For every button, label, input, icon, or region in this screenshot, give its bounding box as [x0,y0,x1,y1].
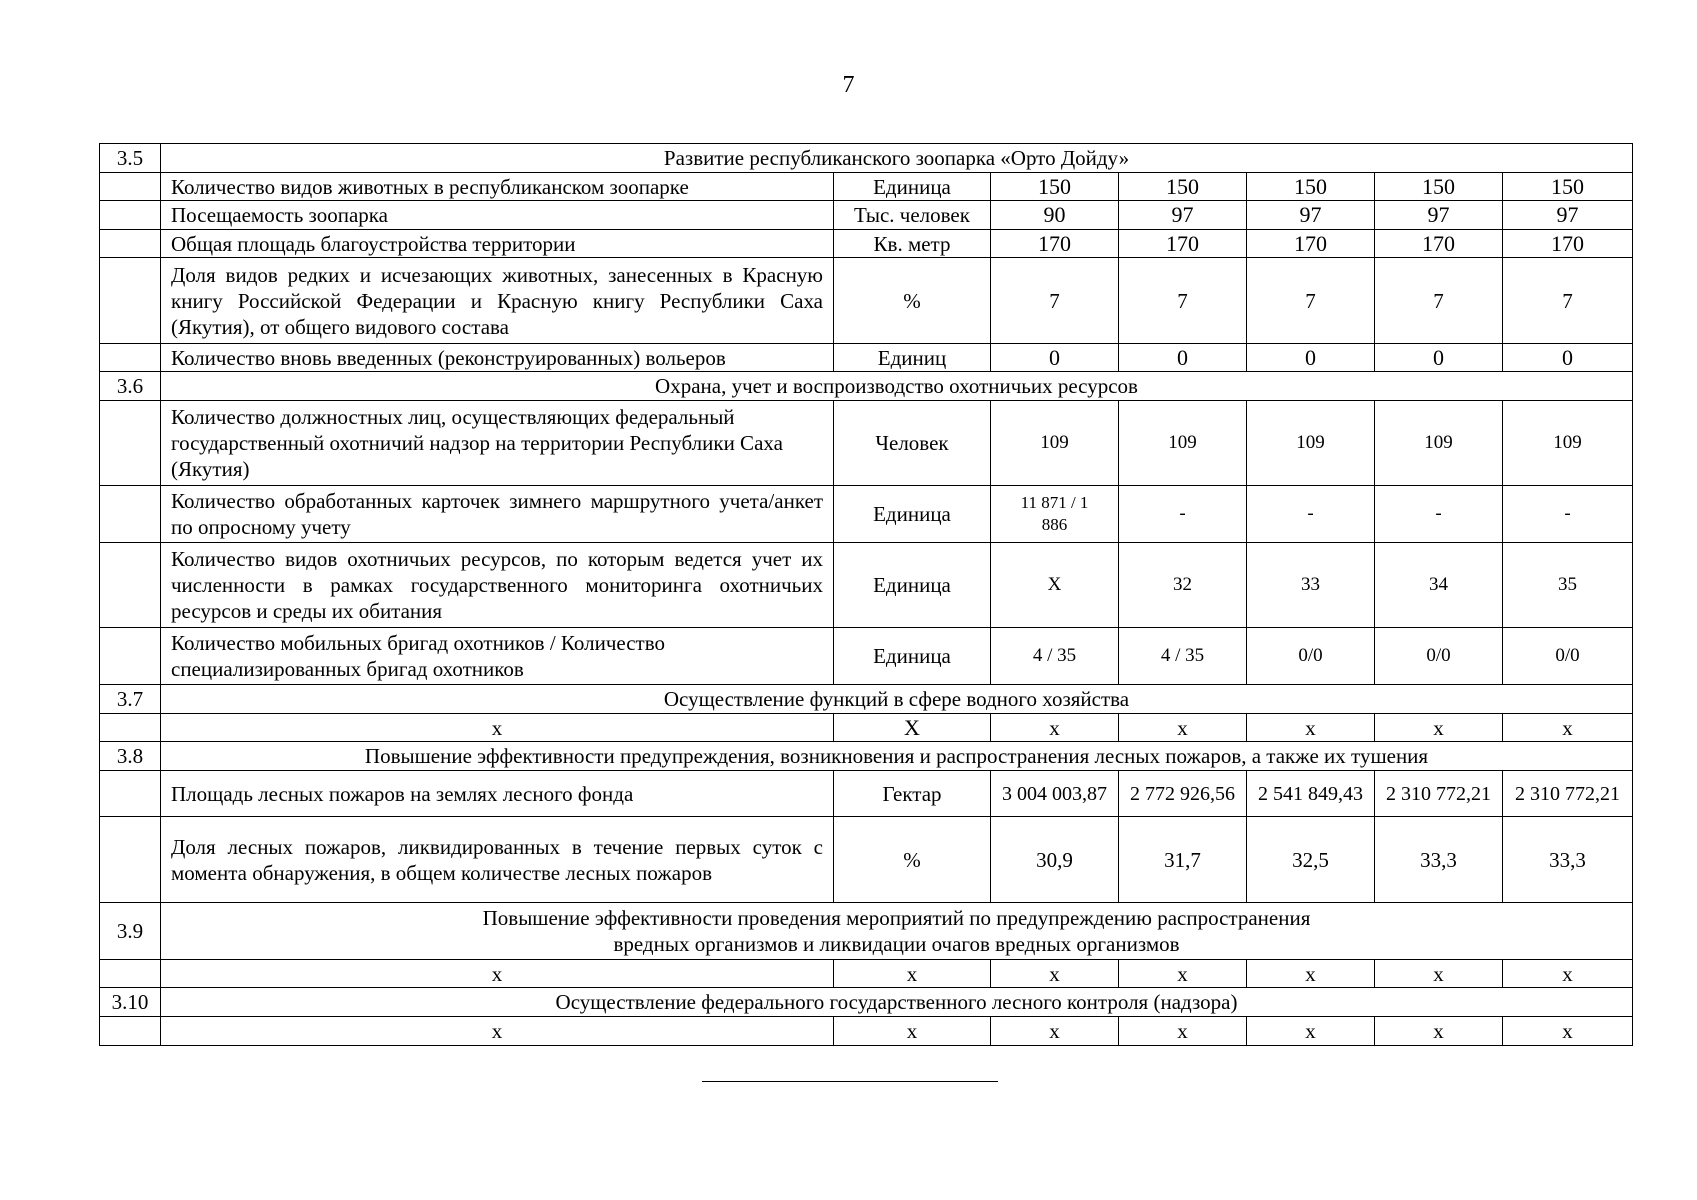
value-cell: 7 [1503,258,1633,344]
table-row [100,543,1633,628]
end-of-document-line [702,1081,998,1082]
section-title: Осуществление функций в сфере водного хозяйства [161,685,1633,714]
value-cell: 97 [1503,201,1633,230]
table-row [100,1017,1633,1046]
value-cell: 150 [1503,173,1633,201]
indicator-name: х [161,1017,834,1046]
value-cell: 90 [991,201,1119,230]
value-cell: 2 541 849,43 [1247,771,1375,817]
value-cell: 7 [1375,258,1503,344]
value-cell: 170 [1375,230,1503,258]
section-title: Осуществление федерального государственного лесного контроля (надзора) [161,988,1633,1017]
value-cell: 2 310 772,21 [1503,771,1633,817]
unit-cell: х [834,1017,991,1046]
value-cell: 0/0 [1247,628,1375,685]
section-title: Охрана, учет и воспроизводство охотничьих ресурсов [161,372,1633,401]
value-cell: Х [991,543,1119,628]
section-title: Повышение эффективности предупреждения, возникновения и распространения лесных пожаров, а также их тушения [161,742,1633,771]
value-cell: 2 772 926,56 [1119,771,1247,817]
value-cell: 150 [1119,173,1247,201]
indicator-name: Количество видов животных в республиканском зоопарке [161,173,834,201]
section-number: 3.8 [100,742,161,771]
table-row [100,230,1633,258]
section-title [161,903,1633,960]
row-number-cell [100,771,161,817]
indicator-name: Общая площадь благоустройства территории [161,230,834,258]
value-cell: 33,3 [1375,817,1503,903]
value-cell: - [1247,486,1375,543]
value-cell: - [1119,486,1247,543]
value-cell: 97 [1119,201,1247,230]
value-cell: х [1503,714,1633,742]
table-row [100,628,1633,685]
unit-cell: Х [834,714,991,742]
row-number-cell [100,486,161,543]
value-cell: 109 [1375,401,1503,486]
value-cell: х [1247,714,1375,742]
unit-cell: % [834,258,991,344]
table-row [100,486,1633,543]
value-cell: 170 [991,230,1119,258]
value-cell: 170 [1247,230,1375,258]
indicator-name: Количество вновь введенных (реконструированных) вольеров [161,344,834,372]
table-row [100,771,1633,817]
page-number: 7 [842,72,855,98]
value-cell: 4 / 35 [1119,628,1247,685]
value-cell: 32,5 [1247,817,1375,903]
value-cell: х [1119,714,1247,742]
value-cell: 0 [991,344,1119,372]
value-cell: 150 [1247,173,1375,201]
indicator-name: Посещаемость зоопарка [161,201,834,230]
row-number-cell [100,628,161,685]
value-cell: 170 [1503,230,1633,258]
unit-cell: Гектар [834,771,991,817]
unit-cell: Единиц [834,344,991,372]
value-cell: 30,9 [991,817,1119,903]
table-row [100,401,1633,486]
indicator-name: Доля лесных пожаров, ликвидированных в течение первых суток с момента обнаружения, в общем количестве лесных пожаров [161,817,834,903]
indicator-name: Доля видов редких и исчезающих животных, занесенных в Красную книгу Российской Федерации и Красную книгу Республики Саха (Якутия), от общего видового состава [161,258,834,344]
section-number: 3.7 [100,685,161,714]
section-number: 3.6 [100,372,161,401]
table-row [100,173,1633,201]
section-header-row [100,685,1633,714]
section-number: 3.10 [100,988,161,1017]
value-cell: 150 [991,173,1119,201]
value-cell: х [1247,960,1375,988]
indicator-name: х [161,714,834,742]
unit-cell: Единица [834,543,991,628]
value-cell: 170 [1119,230,1247,258]
row-number-cell [100,344,161,372]
value-cell: 97 [1375,201,1503,230]
value-cell: х [991,960,1119,988]
section-header-row [100,144,1633,173]
value-cell: 109 [1503,401,1633,486]
row-number-cell [100,173,161,201]
value-cell: 0/0 [1503,628,1633,685]
value-cell: х [1503,1017,1633,1046]
table-row [100,960,1633,988]
value-cell: 0 [1503,344,1633,372]
value-cell: 150 [1375,173,1503,201]
unit-cell: Тыс. человек [834,201,991,230]
value-cell: 7 [1119,258,1247,344]
value-cell: 33 [1247,543,1375,628]
value-cell: 32 [1119,543,1247,628]
value-cell: 0 [1375,344,1503,372]
table-row [100,258,1633,344]
section-header-row [100,742,1633,771]
row-number-cell [100,258,161,344]
value-cell: х [1119,960,1247,988]
value-cell: 0 [1247,344,1375,372]
value-cell: х [1119,1017,1247,1046]
value-cell: 3 004 003,87 [991,771,1119,817]
value-cell: 35 [1503,543,1633,628]
row-number-cell [100,1017,161,1046]
table-row [100,344,1633,372]
unit-cell: Единица [834,173,991,201]
indicator-name: Количество мобильных бригад охотников / Количество специализированных бригад охотников [161,628,834,685]
section-header-row [100,372,1633,401]
value-cell: х [1375,960,1503,988]
indicators-table [99,143,1633,1046]
unit-cell: Единица [834,628,991,685]
value-cell: 109 [1119,401,1247,486]
unit-cell: Кв. метр [834,230,991,258]
value-cell: 97 [1247,201,1375,230]
unit-cell: % [834,817,991,903]
section-title: Развитие республиканского зоопарка «Орто Дойду» [161,144,1633,173]
value-cell: 7 [1247,258,1375,344]
table-row [100,201,1633,230]
value-cell: х [1503,960,1633,988]
value-cell: 11 871 / 1 886 [991,486,1119,543]
unit-cell: х [834,960,991,988]
section-number: 3.9 [100,903,161,960]
value-cell: 7 [991,258,1119,344]
row-number-cell [100,543,161,628]
section-number: 3.5 [100,144,161,173]
value-cell: 4 / 35 [991,628,1119,685]
section-title-line: Повышение эффективности проведения мероприятий по предупреждению распространения [482,906,1311,930]
indicator-name: Количество обработанных карточек зимнего маршрутного учета/анкет по опросному учету [161,486,834,543]
value-cell: 33,3 [1503,817,1633,903]
unit-cell: Единица [834,486,991,543]
value-cell: - [1503,486,1633,543]
row-number-cell [100,230,161,258]
value-cell: 109 [991,401,1119,486]
value-cell: 0 [1119,344,1247,372]
table-row [100,714,1633,742]
row-number-cell [100,817,161,903]
section-header-row [100,988,1633,1017]
section-title-line: вредных организмов и ликвидации очагов вредных организмов [613,932,1180,956]
value-cell: 109 [1247,401,1375,486]
row-number-cell [100,201,161,230]
value-cell: 34 [1375,543,1503,628]
value-cell: 2 310 772,21 [1375,771,1503,817]
value-cell: х [991,714,1119,742]
unit-cell: Человек [834,401,991,486]
value-cell: - [1375,486,1503,543]
value-cell: 31,7 [1119,817,1247,903]
row-number-cell [100,714,161,742]
value-cell: х [1375,1017,1503,1046]
table-row [100,817,1633,903]
value-cell: х [1375,714,1503,742]
value-cell: х [991,1017,1119,1046]
row-number-cell [100,960,161,988]
row-number-cell [100,401,161,486]
indicator-name: Площадь лесных пожаров на землях лесного фонда [161,771,834,817]
value-cell: х [1247,1017,1375,1046]
indicator-name: Количество видов охотничьих ресурсов, по которым ведется учет их численности в рамках государственного мониторинга охотничьих ресурсов и среды их обитания [161,543,834,628]
indicator-name: х [161,960,834,988]
indicator-name: Количество должностных лиц, осуществляющих федеральный государственный охотничий надзор на территории Республики Саха (Якутия) [161,401,834,486]
value-cell: 0/0 [1375,628,1503,685]
section-header-row [100,903,1633,960]
